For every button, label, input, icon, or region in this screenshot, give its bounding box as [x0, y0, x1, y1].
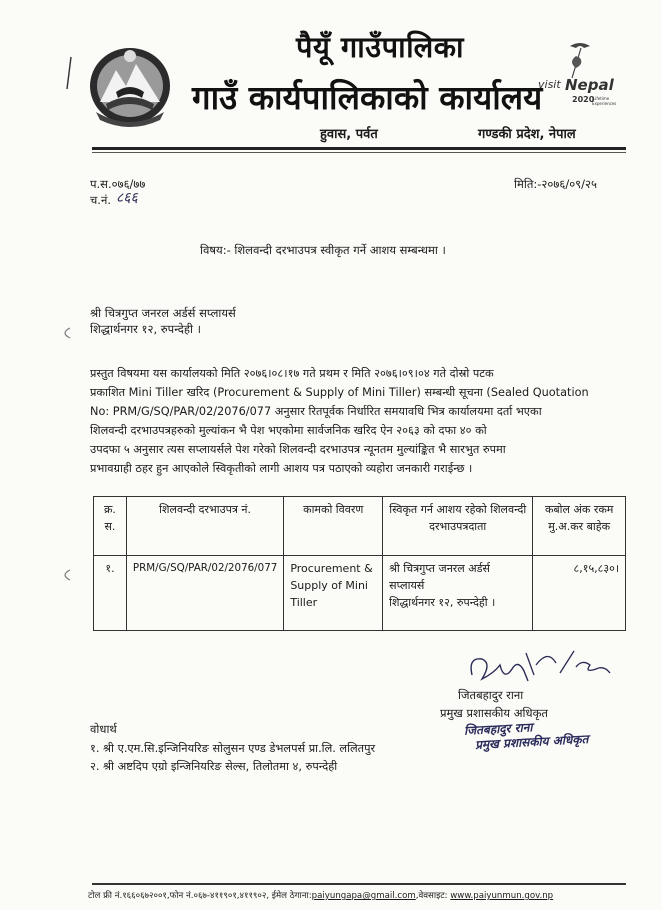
punch-hole-mark	[58, 326, 72, 340]
letter-body	[90, 364, 628, 478]
dispatch-number-label: च.नं.	[90, 193, 111, 207]
margin-pen-mark	[64, 56, 74, 90]
letter-date: मिति:-२०७६/०९/२५	[514, 177, 598, 191]
cc-item: १. श्री ए.एम.सि.इन्जिनियरिङ सोलुसन एण्ड डेभलपर्स प्रा.लि. ललितपुर	[90, 742, 376, 755]
stamp-name: जितबहादुर राना	[463, 720, 533, 738]
cc-label: वोधार्थ	[90, 722, 117, 736]
signatory-title: प्रमुख प्रशासकीय अधिकृत	[440, 706, 548, 720]
office-location: हुवास, पर्वत	[320, 127, 378, 142]
body-line: प्रस्तुत विषयमा यस कार्यालयको मिति २०७६।०८।१७ गते प्रथम र मिति २०७६।०९।०४ गते दोस्रो पटक	[90, 367, 494, 380]
footer-web-label: ,वेवसाइट:	[415, 891, 451, 901]
reference-number: प.स.०७६/७७	[90, 177, 146, 191]
footer-contact	[88, 889, 553, 901]
cell-serial: १.	[94, 556, 127, 631]
cell-quotation-no: PRM/G/SQ/PAR/02/2076/077	[126, 556, 283, 631]
cell-description: Procurement & Supply of Mini Tiller	[284, 556, 383, 631]
punch-hole-mark	[58, 568, 72, 582]
body-line: उपदफा ५ अनुसार त्यस सप्लायर्सले पेश गरेको शिलवन्दी दरभाउपत्र न्यूनतम मुल्यांङ्कित भै सारभुत रुपमा	[90, 443, 506, 456]
svg-text:2020: 2020	[572, 95, 595, 104]
body-line: प्रकाशित Mini Tiller खरिद (Procurement & Supply of Mini Tiller) सम्बन्धी सूचना (Sealed Quotation	[90, 386, 589, 399]
nepal-government-emblem-icon	[86, 42, 174, 128]
office-name: गाउँ कार्यपालिकाको कार्यालय	[192, 78, 543, 117]
province-country: गण्डकी प्रदेश, नेपाल	[478, 127, 576, 142]
letter-subject: विषय:- शिलवन्दी दरभाउपत्र स्वीकृत गर्ने आशय सम्बन्धमा ।	[200, 243, 446, 257]
cell-amount: ८,१५,८३०।	[533, 556, 626, 631]
bidder-address: शिद्धार्थनगर १२, रुपन्देही ।	[389, 596, 496, 609]
body-line: प्रभावग्राही ठहर हुन आएकोले स्विकृतीको लागी आशय पत्र पठाएको व्यहोरा जनकारी गराईन्छ ।	[90, 462, 473, 475]
visit-nepal-2020-logo	[532, 38, 617, 112]
bidder-name: श्री चित्रगुप्त जनरल अर्डर्स सप्लायर्स	[389, 562, 490, 592]
footer-website: www.paiyunmun.gov.np	[450, 891, 554, 901]
header-description: कामको विवरण	[284, 497, 383, 556]
municipality-name: पैयूँ गाउँपालिका	[296, 30, 465, 64]
body-line: शिलवन्दी दरभाउपत्रहरुको मुल्यांकन भै पेश भएकोमा सार्वजनिक खरिद ऐन २०६३ को दफा ४० को	[90, 424, 487, 437]
recipient-address: शिद्धार्थनगर १२, रुपन्देही ।	[90, 322, 201, 336]
signatory-name: जितबहादुर राना	[458, 688, 524, 702]
cell-bidder	[383, 556, 533, 631]
bid-table	[93, 496, 626, 631]
handwritten-signature	[464, 645, 614, 691]
header-serial: क्र. स.	[94, 497, 127, 556]
header-bidder: स्विकृत गर्न आशय रहेको शिलवन्दी दरभाउपत्रदाता	[383, 497, 533, 556]
header-quotation-no: शिलवन्दी दरभाउपत्र नं.	[126, 497, 283, 556]
cc-item: २. श्री अष्टदिप एग्रो इन्जिनियरिङ सेल्स, तिलोतमा ४, रुपन्देही	[90, 760, 338, 773]
recipient-name: श्री चित्रगुप्त जनरल अर्डर्स सप्लायर्स	[90, 306, 236, 320]
footer-email: paiyungapa@gmail.com	[311, 891, 416, 901]
header-rule-thin	[92, 152, 626, 153]
footer-phone: टोल फ्री नं.१६६०६७२००१,फोन नं.०६७-४११९०१,४११९०२, ईमेल ठेगाना:	[88, 891, 312, 901]
body-line: No: PRM/G/SQ/PAR/02/2076/077 अनुसार रितपूर्वक निर्धारित समयावधि भित्र कार्यालयमा दर्ता भएका	[90, 405, 542, 418]
table-row	[94, 556, 626, 631]
svg-text:visit: visit	[538, 78, 561, 91]
footer-rule	[92, 883, 626, 885]
header-amount: कबोल अंक रकम मु.अ.कर बाहेक	[533, 497, 626, 556]
svg-text:Experiences: Experiences	[592, 101, 617, 106]
header-rule-thick	[92, 147, 626, 150]
table-header-row	[94, 497, 626, 556]
svg-text:Lifetime: Lifetime	[593, 96, 610, 101]
stamp-title: प्रमुख प्रशासकीय अधिकृत	[474, 732, 589, 752]
dispatch-number-handwritten: ८६६	[116, 190, 138, 206]
svg-text:Nepal: Nepal	[565, 76, 614, 94]
